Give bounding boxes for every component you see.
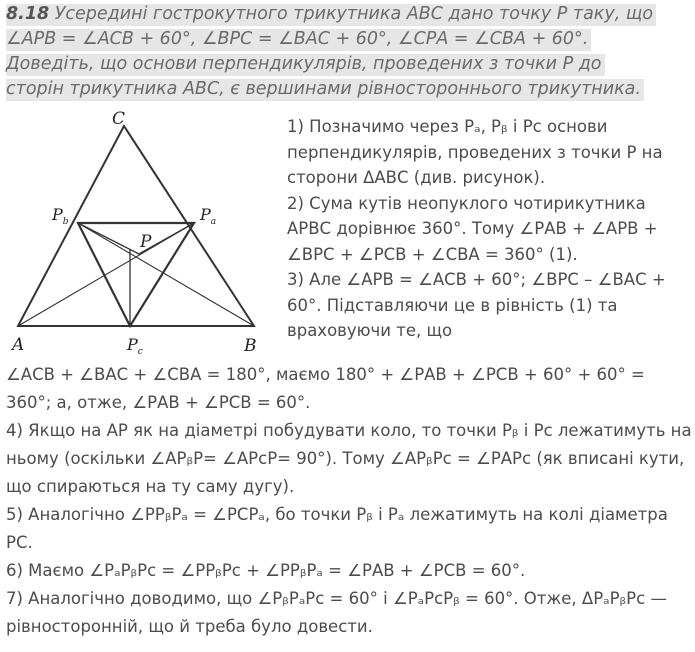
solution-step-3: 3) Але ∠АРВ = ∠АСВ + 60°; ∠ВРС – ∠ВАС + 60°. Підставляючи це в рівність (1) та враховуючи те, що [287, 270, 666, 340]
problem-line-1: Усередині гострокутного трикутника АВС дано точку Р таку, що [49, 4, 654, 24]
problem-line-2: ∠АРВ = ∠АСВ + 60°, ∠ВРС = ∠ВАС + 60°, ∠СРА = ∠СВА + 60°. [6, 29, 591, 51]
solution-step-6: 6) Маємо ∠PₐPᵦPс = ∠РPᵦPс + ∠РPᵦPₐ = ∠РАВ + ∠РСВ = 60°. [6, 561, 526, 580]
perpendicular-line [78, 223, 139, 254]
solution-step-4: 4) Якщо на АР як на діаметрі побудувати коло, то точки Pᵦ і Pс лежатимуть на ньому (оскільки ∠АPᵦР= ∠АPсР= 90°). Тому ∠АPᵦPс = ∠РАPс (як вписані кути, що спираються на ту саму дугу). [6, 421, 692, 496]
triangle-abc [18, 126, 254, 326]
problem-line-3: Доведіть, що основи перпендикулярів, проведених з точки Р до [6, 54, 605, 76]
label-b: B [244, 336, 257, 356]
triangle-diagram [8, 104, 272, 360]
label-a: A [12, 335, 25, 355]
solution-step-7: 7) Аналогічно доводимо, що ∠PᵦPₐPс = 60° і ∠PₐPсPᵦ = 60°. Отже, ΔPₐPᵦPс — рівносторонній, що й треба було довести. [6, 589, 667, 636]
label-pb: $P_b$ [52, 205, 69, 227]
problem-statement [6, 2, 690, 102]
solution-full-width [6, 361, 692, 641]
problem-number: 8.18 [6, 4, 50, 24]
triangle-figure [8, 104, 272, 360]
triangle-papbpc [78, 223, 194, 326]
label-pc: $P_c$ [127, 335, 143, 357]
solution-right-column [287, 114, 692, 344]
label-c: C [112, 109, 126, 129]
solution-step-1: 1) Позначимо через Pₐ, Pᵦ і Pс основи перпендикулярів, проведених з точки Р на сторони ΔАВС (див. рисунок). [287, 117, 663, 187]
problem-line-4: сторін трикутника АВС, є вершинами рівностороннього трикутника. [6, 79, 644, 101]
solution-step-3-continued: ∠АСВ + ∠ВАС + ∠СВА = 180°, маємо 180° + ∠РАВ + ∠РСВ + 60° + 60° = 360°; а, отже, ∠РАВ + ∠РСВ = 60°. [6, 365, 645, 412]
solution-step-2: 2) Сума кутів неопуклого чотирикутника АРВС дорівнює 360°. Тому ∠РАВ + ∠АРВ + ∠ВРС + ∠РСВ + ∠СВА = 360° (1). [287, 193, 658, 264]
solution-step-5: 5) Аналогічно ∠РPᵦPₐ = ∠РСPₐ, бо точки Pᵦ і Pₐ лежатимуть на колі діаметра РС. [6, 505, 668, 552]
label-pa: $P_a$ [200, 205, 217, 227]
label-p: P [140, 232, 152, 252]
